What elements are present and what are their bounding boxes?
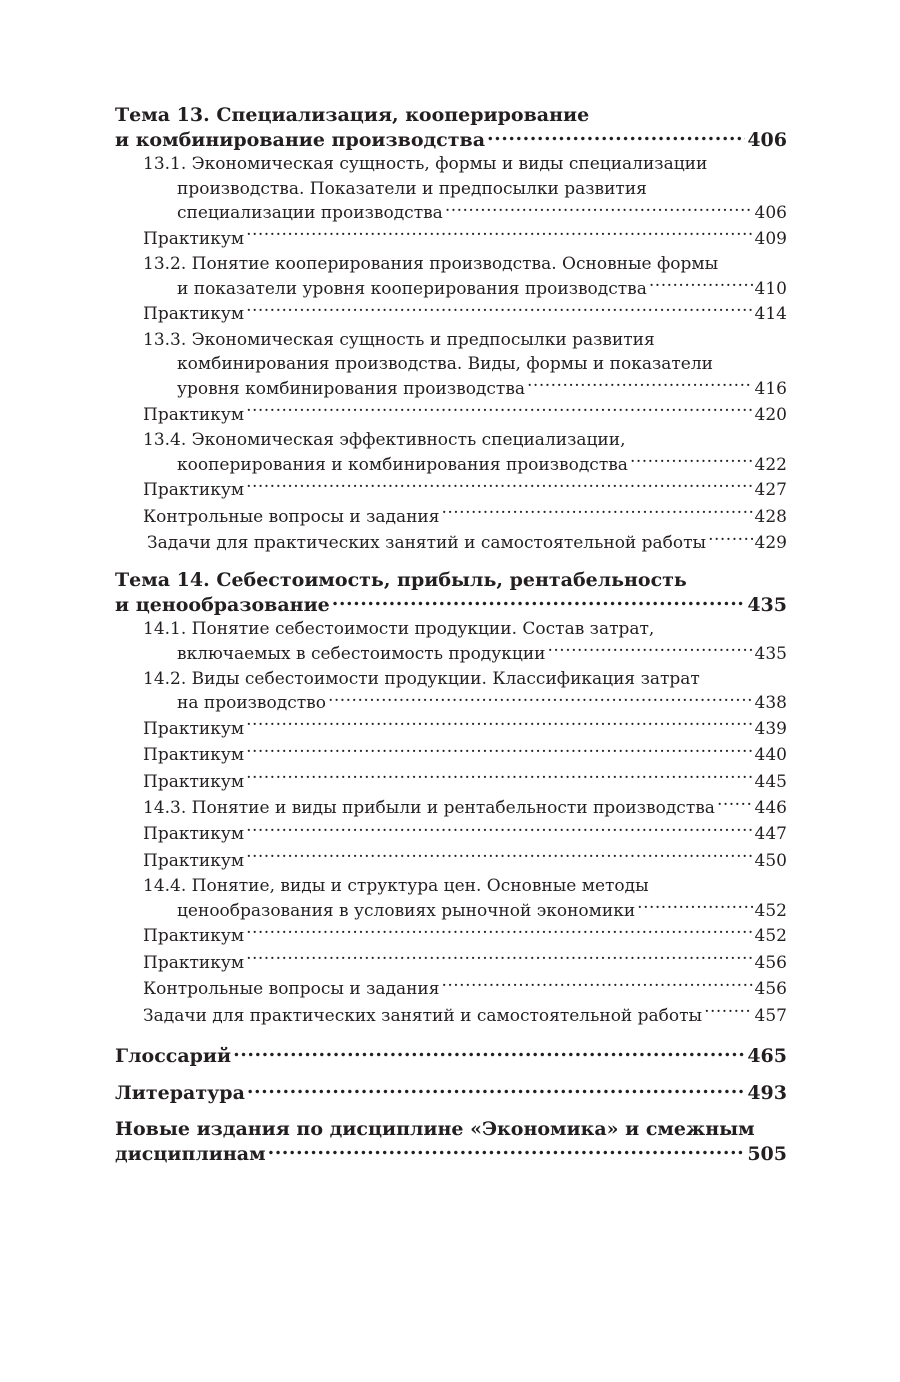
toc-practicum — [115, 716, 787, 742]
toc-tasks — [115, 1003, 787, 1029]
dot-leader — [246, 951, 752, 968]
entry-label: Литература — [115, 1082, 245, 1104]
dot-leader — [246, 743, 752, 760]
dot-leader — [717, 796, 753, 813]
toc-practicum — [115, 477, 787, 503]
toc-practicum — [115, 402, 787, 428]
page-number: 435 — [754, 643, 787, 664]
page-number: 439 — [754, 718, 787, 739]
page-number: 452 — [754, 926, 787, 947]
dot-leader — [233, 1043, 745, 1062]
dot-leader — [246, 403, 752, 420]
entry-title-line: дисциплинам — [115, 1143, 266, 1165]
toc-practicum — [115, 821, 787, 847]
section-title-line: на производство — [177, 693, 326, 714]
topic-title-line-1: Тема 13. Специализация, кооперирование — [115, 104, 590, 126]
page-number: 428 — [754, 506, 787, 527]
section-title-line: 14.1. Понятие себестоимости продукции. Состав затрат, — [143, 619, 655, 640]
practicum-label: Практикум — [143, 404, 245, 425]
dot-leader — [649, 277, 753, 294]
entry-label: Задачи для практических занятий и самостоятельной работы — [147, 532, 707, 553]
page-number: 410 — [754, 278, 787, 299]
topic-title-line-2: и комбинирование производства — [115, 129, 486, 151]
dot-leader — [246, 717, 752, 734]
page-number: 452 — [754, 900, 787, 921]
practicum-label: Практикум — [143, 228, 245, 249]
dot-leader — [268, 1141, 746, 1160]
dot-leader — [708, 531, 752, 548]
toc-section-13-3 — [115, 328, 787, 402]
practicum-label: Практикум — [143, 850, 245, 871]
table-of-contents — [115, 103, 787, 1166]
toc-section-14-3 — [115, 795, 787, 821]
toc-topic-13 — [115, 103, 787, 152]
practicum-label: Практикум — [143, 952, 245, 973]
page-number: 427 — [754, 480, 787, 501]
section-title-line: 14.4. Понятие, виды и структура цен. Основные методы — [143, 876, 649, 897]
dot-leader — [246, 924, 752, 941]
toc-practicum — [115, 769, 787, 795]
toc-literature — [115, 1080, 787, 1105]
practicum-label: Практикум — [143, 824, 245, 845]
dot-leader — [332, 592, 746, 611]
section-title-line: 13.4. Экономическая эффективность специализации, — [143, 429, 626, 450]
page-number: 416 — [754, 378, 787, 399]
page-number: 456 — [754, 952, 787, 973]
page-number: 493 — [747, 1082, 787, 1104]
dot-leader — [328, 691, 753, 708]
dot-leader — [246, 478, 752, 495]
page-number: 440 — [754, 745, 787, 766]
section-title-line: и показатели уровня кооперирования производства — [177, 278, 647, 299]
page-number: 406 — [754, 203, 787, 224]
toc-control-questions — [115, 504, 787, 530]
page-number: 422 — [754, 454, 787, 475]
dot-leader — [246, 822, 752, 839]
section-title-line: специализации производства — [177, 203, 443, 224]
toc-practicum — [115, 742, 787, 768]
toc-practicum — [115, 301, 787, 327]
dot-leader — [246, 227, 752, 244]
topic-title-line-2: и ценообразование — [115, 594, 330, 617]
section-title-line: 14.2. Виды себестоимости продукции. Классификация затрат — [143, 668, 700, 689]
section-title-line: комбинирования производства. Виды, формы и показатели — [177, 354, 713, 375]
section-title-line: производства. Показатели и предпосылки развития — [177, 178, 647, 199]
page-number: 447 — [754, 824, 787, 845]
dot-leader — [487, 127, 745, 146]
page-number: 438 — [754, 693, 787, 714]
entry-label: Глоссарий — [115, 1045, 232, 1067]
toc-section-13-4 — [115, 428, 787, 477]
section-title-line: кооперирования и комбинирования производства — [177, 454, 628, 475]
page-number: 445 — [754, 771, 787, 792]
dot-leader — [246, 849, 752, 866]
dot-leader — [246, 302, 752, 319]
toc-section-14-2 — [115, 667, 787, 716]
section-title-line: уровня комбинирования производства — [177, 378, 526, 399]
page-number: 457 — [754, 1005, 787, 1026]
toc-practicum — [115, 950, 787, 976]
entry-label: Задачи для практических занятий и самостоятельной работы — [143, 1005, 703, 1026]
page-number: 450 — [754, 850, 787, 871]
page-number: 435 — [747, 594, 787, 617]
section-title-line: 13.1. Экономическая сущность, формы и виды специализации — [143, 154, 708, 174]
practicum-label: Практикум — [143, 745, 245, 766]
dot-leader — [247, 1080, 745, 1099]
page-number: 414 — [754, 304, 787, 325]
page-number: 456 — [754, 979, 787, 1000]
dot-leader — [527, 377, 753, 394]
practicum-label: Практикум — [143, 926, 245, 947]
toc-section-14-4 — [115, 874, 787, 923]
dot-leader — [630, 453, 753, 470]
section-title-line: ценообразования в условиях рыночной экономики — [177, 900, 636, 921]
toc-section-14-1 — [115, 617, 787, 666]
toc-practicum — [115, 923, 787, 949]
toc-practicum — [115, 226, 787, 252]
dot-leader — [441, 977, 752, 994]
page-number: 420 — [754, 404, 787, 425]
dot-leader — [548, 642, 753, 659]
page-number: 429 — [754, 532, 787, 553]
practicum-label: Практикум — [143, 304, 245, 325]
section-title-line: 14.3. Понятие и виды прибыли и рентабельности производства — [143, 797, 715, 818]
toc-new-editions — [115, 1117, 787, 1166]
topic-title-line-1: Тема 14. Себестоимость, прибыль, рентабельность — [115, 569, 687, 592]
page-number: 446 — [754, 797, 787, 818]
toc-control-questions — [115, 976, 787, 1002]
toc-topic-14 — [115, 568, 787, 617]
toc-practicum — [115, 848, 787, 874]
section-title-line: 13.3. Экономическая сущность и предпосылки развития — [143, 329, 655, 350]
page-number: 465 — [747, 1045, 787, 1067]
dot-leader — [441, 505, 752, 522]
practicum-label: Практикум — [143, 480, 245, 501]
dot-leader — [246, 770, 752, 787]
dot-leader — [445, 201, 753, 218]
section-title-line: 13.2. Понятие кооперирования производства. Основные формы — [143, 254, 719, 275]
practicum-label: Практикум — [143, 771, 245, 792]
toc-glossary — [115, 1043, 787, 1068]
page-number: 505 — [747, 1143, 787, 1165]
practicum-label: Практикум — [143, 718, 245, 739]
toc-section-13-2 — [115, 252, 787, 301]
entry-title-line: Новые издания по дисциплине «Экономика» и смежным — [115, 1118, 755, 1140]
entry-label: Контрольные вопросы и задания — [143, 979, 440, 1000]
toc-section-13-1 — [115, 152, 787, 226]
dot-leader — [704, 1004, 752, 1021]
toc-tasks — [115, 530, 787, 556]
entry-label: Контрольные вопросы и задания — [143, 506, 440, 527]
dot-leader — [637, 899, 752, 916]
page-number: 409 — [754, 228, 787, 249]
page-number: 406 — [747, 129, 787, 151]
section-title-line: включаемых в себестоимость продукции — [177, 643, 546, 664]
